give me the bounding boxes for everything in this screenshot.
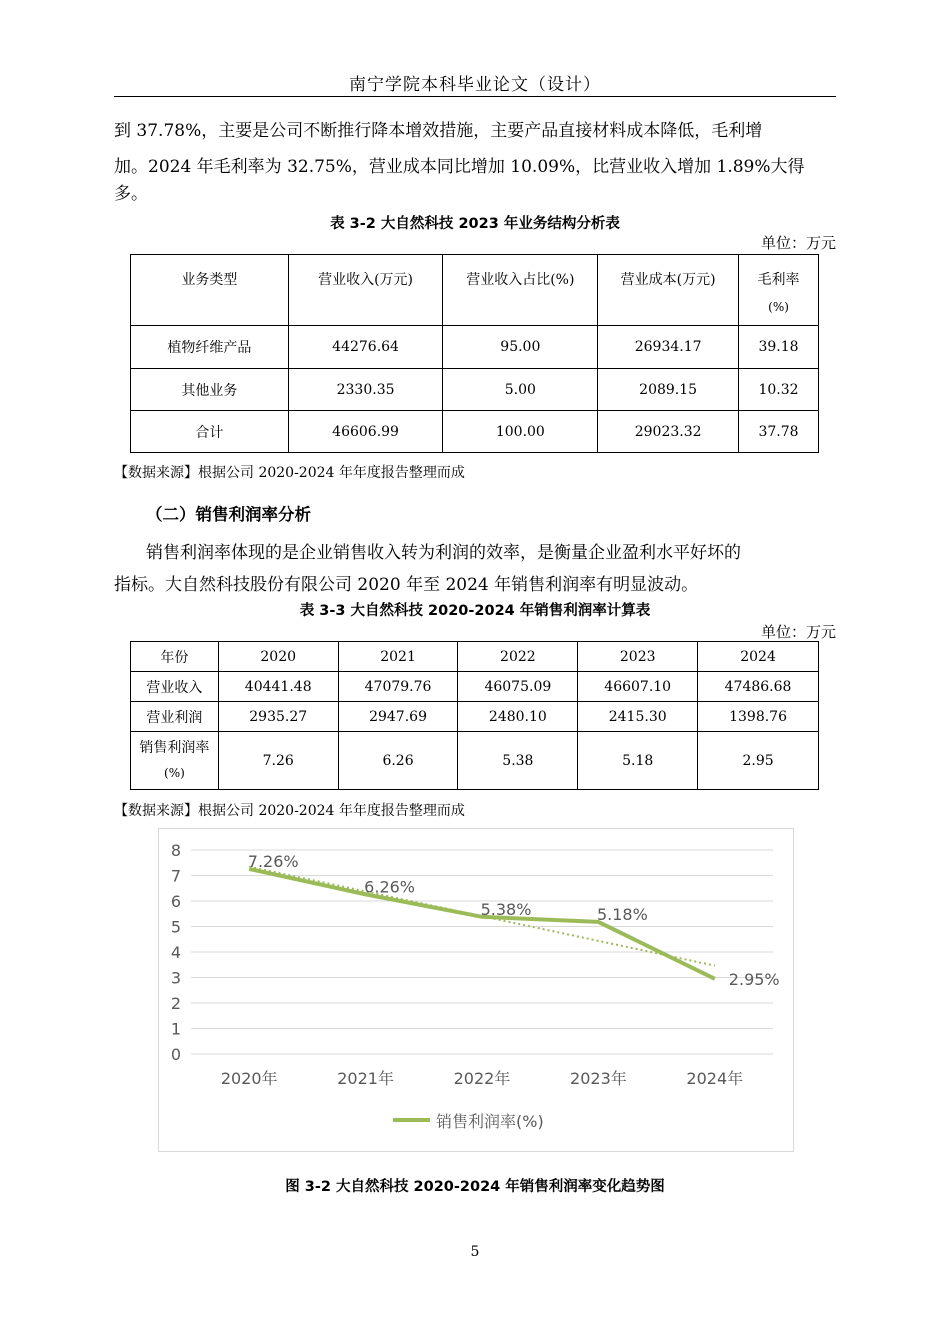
header-rule	[114, 96, 836, 97]
table-cell	[131, 732, 219, 790]
table-row	[131, 411, 819, 453]
table-cell: 6.26	[338, 732, 458, 790]
table1-caption: 表 3-2 大自然科技 2023 年业务结构分析表	[330, 216, 620, 232]
table-cell: 2024	[698, 642, 819, 672]
data-label: 7.26%	[247, 851, 299, 871]
y-tick-label: 4	[170, 943, 181, 962]
table-cell: 2947.69	[338, 702, 458, 732]
x-tick-label: 2024年	[686, 1069, 744, 1088]
gross-margin-label: 毛利率	[757, 272, 800, 288]
table-cell: 2935.27	[218, 702, 338, 732]
data-label: 6.26%	[364, 877, 416, 897]
table-cell: 合计	[131, 411, 289, 453]
y-tick-label: 1	[170, 1019, 181, 1039]
table1-header-cell	[739, 255, 819, 326]
table-cell: 年份	[131, 642, 219, 672]
table-cell: 7.26	[218, 732, 338, 790]
profit-margin-unit: (%)	[164, 765, 185, 780]
table-row	[131, 326, 819, 369]
data-label: 5.38%	[480, 899, 532, 919]
table-cell: 26934.17	[598, 326, 739, 369]
table-row	[131, 369, 819, 411]
table-cell: 2.95	[698, 732, 819, 790]
legend-label: 销售利润率(%)	[436, 1112, 544, 1131]
table1-header-row	[131, 255, 819, 326]
table-cell: 29023.32	[598, 411, 739, 453]
intro-line-2: 加。2024 年毛利率为 32.75%，营业成本同比增加 10.09%，比营业收入增加 1.89%大得	[114, 157, 805, 177]
table-cell: 1398.76	[698, 702, 819, 732]
chart-y-ticks	[171, 841, 181, 1064]
profit-margin-line-chart	[158, 828, 794, 1152]
intro-line-1: 到 37.78%，主要是公司不断推行降本增效措施，主要产品直接材料成本降低，毛利增	[114, 121, 763, 141]
table-cell: 5.18	[578, 732, 698, 790]
table-cell: 2020	[218, 642, 338, 672]
table-cell: 44276.64	[288, 326, 443, 369]
table-cell: 2021	[338, 642, 458, 672]
business-structure-table	[130, 254, 819, 453]
y-tick-label: 8	[170, 841, 181, 860]
gross-margin-unit: (%)	[768, 300, 789, 314]
chart-border	[159, 829, 794, 1152]
table1-header-cell: 业务类型	[131, 255, 289, 326]
y-tick-label: 6	[170, 892, 181, 911]
y-tick-label: 0	[170, 1045, 181, 1064]
page-number: 5	[470, 1244, 480, 1260]
data-label: 5.18%	[596, 904, 648, 924]
table-cell: 营业利润	[131, 702, 219, 732]
body-line-2: 指标。大自然科技股份有限公司 2020 年至 2024 年销售利润率有明显波动。	[114, 575, 699, 595]
table-cell: 营业收入	[131, 672, 219, 702]
table-cell: 2480.10	[458, 702, 578, 732]
table-cell: 2023	[578, 642, 698, 672]
table2-source: 【数据来源】根据公司 2020-2024 年年度报告整理而成	[114, 803, 465, 819]
table-cell: 46075.09	[458, 672, 578, 702]
y-tick-label: 2	[170, 994, 181, 1013]
table1-header-cell: 营业收入(万元)	[288, 255, 443, 326]
table-row	[131, 732, 819, 790]
table-cell: 95.00	[443, 326, 598, 369]
table1-source: 【数据来源】根据公司 2020-2024 年年度报告整理而成	[114, 465, 465, 481]
x-tick-label: 2023年	[570, 1069, 627, 1088]
page-header-title: 南宁学院本科毕业论文（设计）	[349, 75, 601, 95]
table-cell: 5.00	[443, 369, 598, 411]
table-cell: 40441.48	[218, 672, 338, 702]
profit-margin-table	[130, 641, 819, 790]
figure-caption: 图 3-2 大自然科技 2020-2024 年销售利润率变化趋势图	[285, 1179, 665, 1195]
table-cell: 46607.10	[578, 672, 698, 702]
table-row	[131, 702, 819, 732]
table-cell: 2089.15	[598, 369, 739, 411]
table-cell: 2415.30	[578, 702, 698, 732]
y-tick-label: 3	[170, 968, 181, 988]
table2-caption: 表 3-3 大自然科技 2020-2024 年销售利润率计算表	[299, 603, 651, 619]
table-cell: 10.32	[739, 369, 819, 411]
table2-unit: 单位：万元	[760, 623, 836, 641]
table-cell: 47486.68	[698, 672, 819, 702]
table1-unit: 单位：万元	[760, 234, 836, 252]
section-title: （二）销售利润率分析	[146, 505, 311, 524]
table-cell: 2330.35	[288, 369, 443, 411]
table1-header-cell: 营业收入占比(%)	[443, 255, 598, 326]
table-cell: 其他业务	[131, 369, 289, 411]
table-cell: 植物纤维产品	[131, 326, 289, 369]
table1-header-cell: 营业成本(万元)	[598, 255, 739, 326]
x-tick-label: 2022年	[453, 1069, 511, 1088]
table-cell: 39.18	[739, 326, 819, 369]
table-cell: 2022	[458, 642, 578, 672]
body-line-1: 销售利润率体现的是企业销售收入转为利润的效率，是衡量企业盈利水平好坏的	[146, 543, 741, 563]
table2-header-row	[131, 642, 819, 672]
table-cell: 47079.76	[338, 672, 458, 702]
x-tick-label: 2021年	[337, 1069, 394, 1088]
x-tick-label: 2020年	[220, 1069, 278, 1088]
table-cell: 5.38	[458, 732, 578, 790]
profit-margin-label: 销售利润率	[139, 739, 210, 756]
table-cell: 37.78	[739, 411, 819, 453]
table-row	[131, 672, 819, 702]
table-cell: 100.00	[443, 411, 598, 453]
y-tick-label: 5	[170, 917, 181, 937]
y-tick-label: 7	[170, 866, 181, 886]
data-label: 2.95%	[728, 969, 780, 989]
table-cell: 46606.99	[288, 411, 443, 453]
intro-line-3: 多。	[114, 184, 148, 204]
